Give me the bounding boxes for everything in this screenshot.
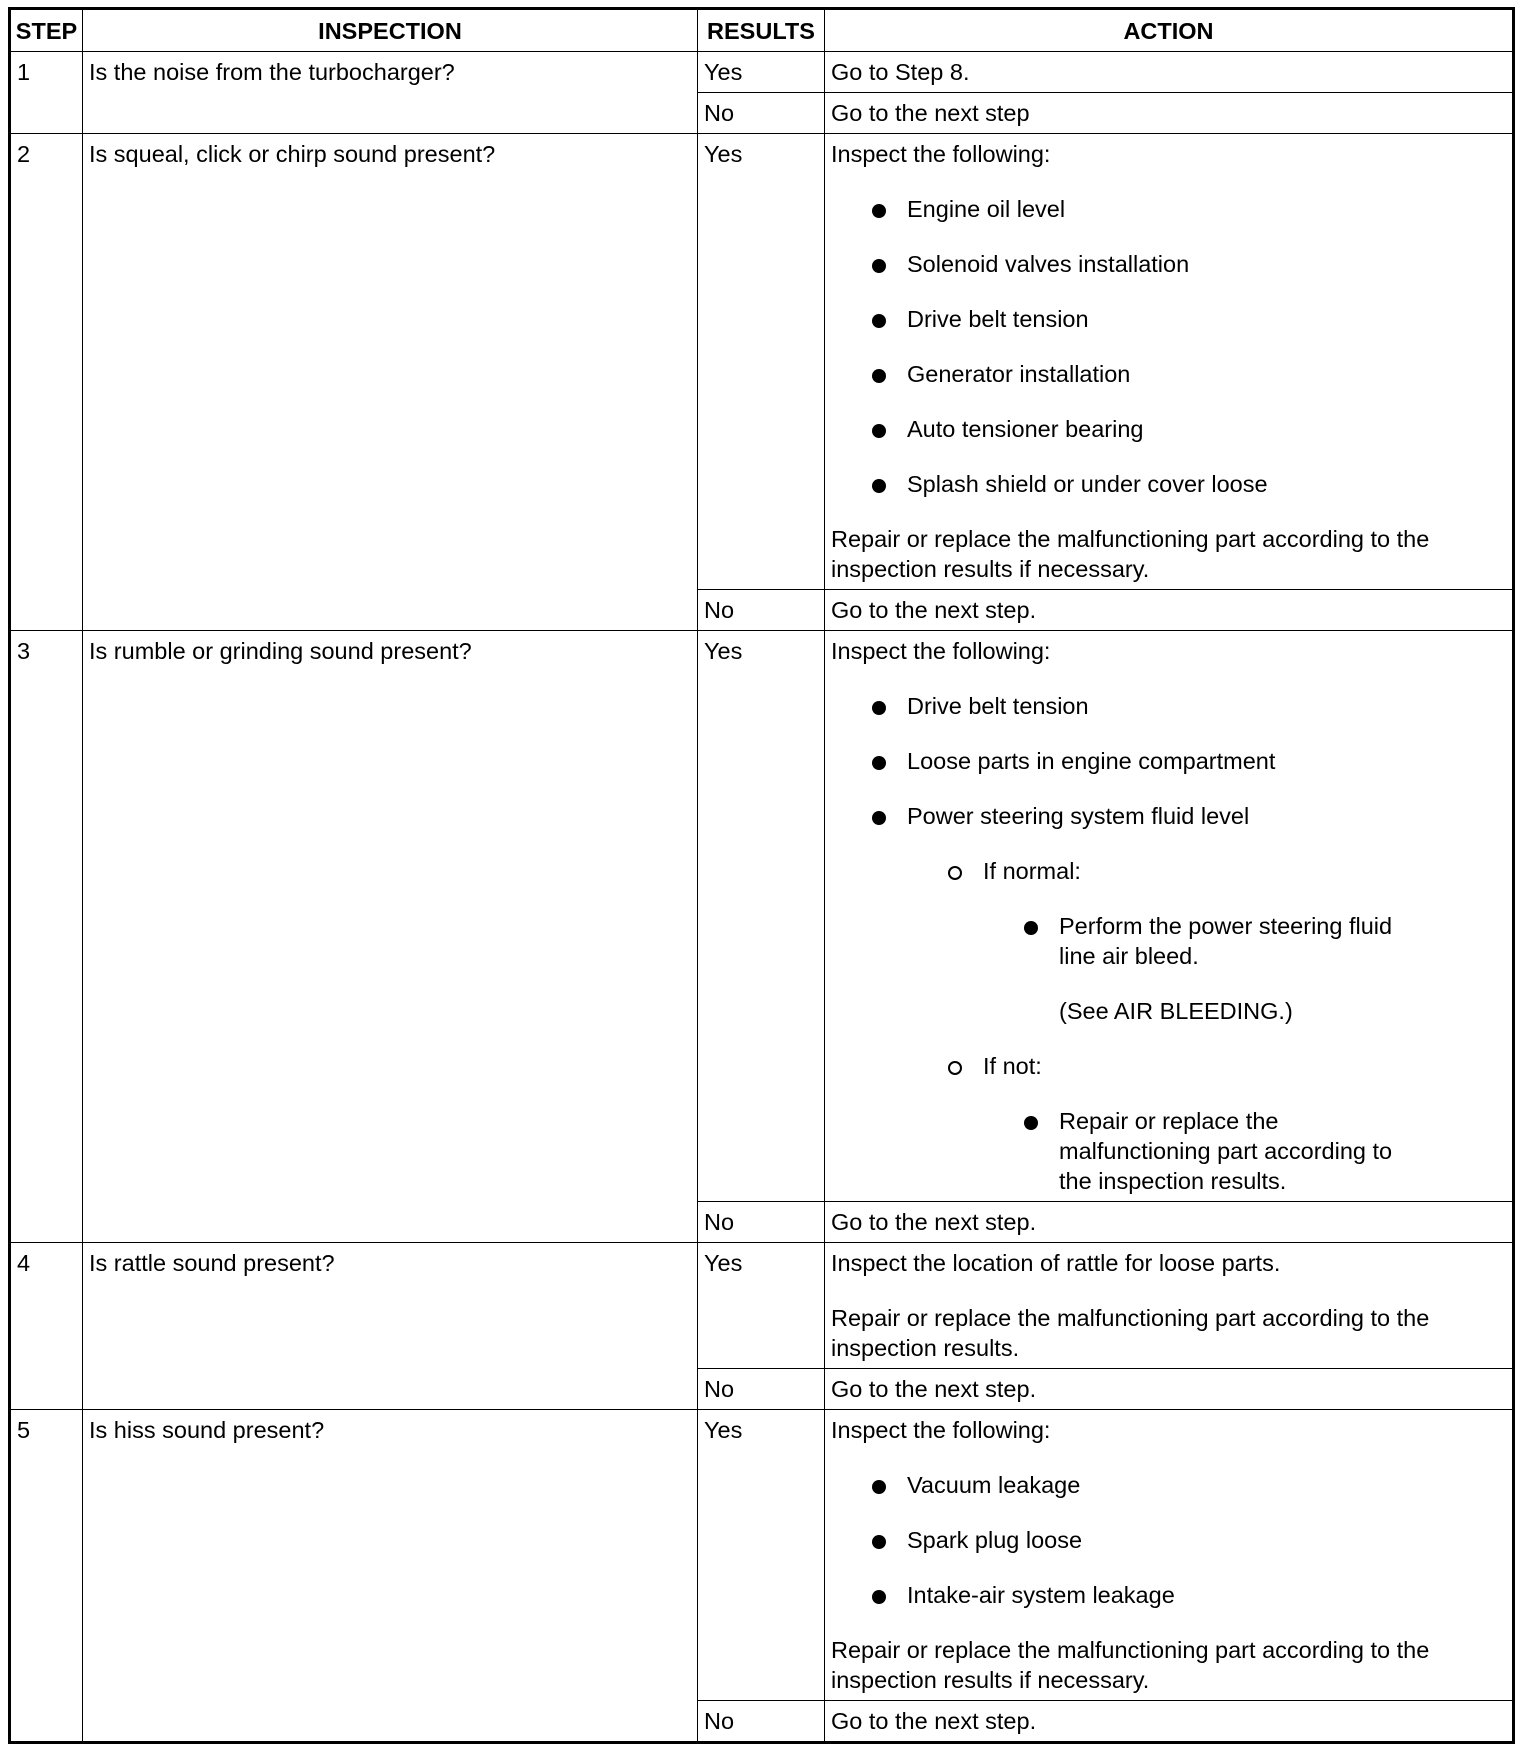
step-2-number: 2 [10,134,83,631]
step-5-number: 5 [10,1410,83,1743]
step-2-intro: Inspect the following: [831,141,1051,167]
step-5-no: No [698,1701,825,1743]
step-3-no: No [698,1202,825,1243]
step-1-number: 1 [10,52,83,134]
list-item: Loose parts in engine compartment [907,748,1276,774]
step-3-not-list [983,1106,1506,1196]
step-4-number: 4 [10,1243,83,1410]
list-item: Solenoid valves installation [907,251,1190,277]
step-2-yes: Yes [698,134,825,590]
list-item: Perform the power steering fluid line air bleed. [1059,913,1393,969]
step-3-inspection: Is rumble or grinding sound present? [83,631,698,1243]
step-1-no-action: Go to the next step [825,93,1514,134]
step-2-item-list [831,194,1506,499]
step-2-no: No [698,590,825,631]
list-item: If not: [983,1053,1042,1079]
step-2-no-action: Go to the next step. [825,590,1514,631]
header-inspection: INSPECTION [83,9,698,52]
list-item: Spark plug loose [907,1527,1083,1553]
step-4-no-action: Go to the next step. [825,1369,1514,1410]
step-4-line1: Inspect the location of rattle for loose parts. [831,1250,1281,1276]
step-5-inspection: Is hiss sound present? [83,1410,698,1743]
header-results: RESULTS [698,9,825,52]
step-5-item-list [831,1470,1506,1610]
step-5-yes-row [10,1410,1514,1701]
list-item: Vacuum leakage [907,1472,1081,1498]
step-3-yes-row [10,631,1514,1202]
step-5-intro: Inspect the following: [831,1417,1051,1443]
step-5-yes-action [825,1410,1514,1701]
step-2-yes-action [825,134,1514,590]
step-2-yes-row [10,134,1514,590]
step-1-yes: Yes [698,52,825,93]
header-row [10,9,1514,52]
step-1-inspection: Is the noise from the turbocharger? [83,52,698,134]
step-4-inspection: Is rattle sound present? [83,1243,698,1410]
step-4-yes: Yes [698,1243,825,1369]
list-item: Splash shield or under cover loose [907,471,1268,497]
step-4-yes-action [825,1243,1514,1369]
list-item: Auto tensioner bearing [907,416,1144,442]
step-3-item-list [831,691,1506,1196]
list-item: If normal: [983,858,1081,884]
diagnostic-table [8,7,1515,1744]
step-3-number: 3 [10,631,83,1243]
list-item: Drive belt tension [907,306,1089,332]
step-3-see-ref: (See AIR BLEEDING.) [1059,998,1293,1024]
list-item: Intake-air system leakage [907,1582,1175,1608]
step-4-no: No [698,1369,825,1410]
step-3-intro: Inspect the following: [831,638,1051,664]
step-3-yes-action [825,631,1514,1202]
list-item: Repair or replace the malfunctioning part according to the inspection results. [1059,1108,1393,1194]
step-1-yes-row [10,52,1514,93]
list-item: Generator installation [907,361,1131,387]
step-3-normal-list [983,911,1506,1026]
header-action: ACTION [825,9,1514,52]
list-item: Drive belt tension [907,693,1089,719]
step-4-outro: Repair or replace the malfunctioning part according to the inspection results. [831,1305,1430,1361]
step-5-yes: Yes [698,1410,825,1701]
step-3-no-action: Go to the next step. [825,1202,1514,1243]
step-1-yes-action: Go to Step 8. [825,52,1514,93]
step-3-sublist [907,856,1506,1196]
list-item: Power steering system fluid level [907,803,1250,829]
header-step: STEP [10,9,83,52]
step-2-outro: Repair or replace the malfunctioning part according to the inspection results if necessary. [831,526,1430,582]
step-2-inspection: Is squeal, click or chirp sound present? [83,134,698,631]
list-item: Engine oil level [907,196,1066,222]
step-5-outro: Repair or replace the malfunctioning part according to the inspection results if necessary. [831,1637,1430,1693]
step-1-no: No [698,93,825,134]
step-4-yes-row [10,1243,1514,1369]
step-5-no-action: Go to the next step. [825,1701,1514,1743]
step-3-yes: Yes [698,631,825,1202]
